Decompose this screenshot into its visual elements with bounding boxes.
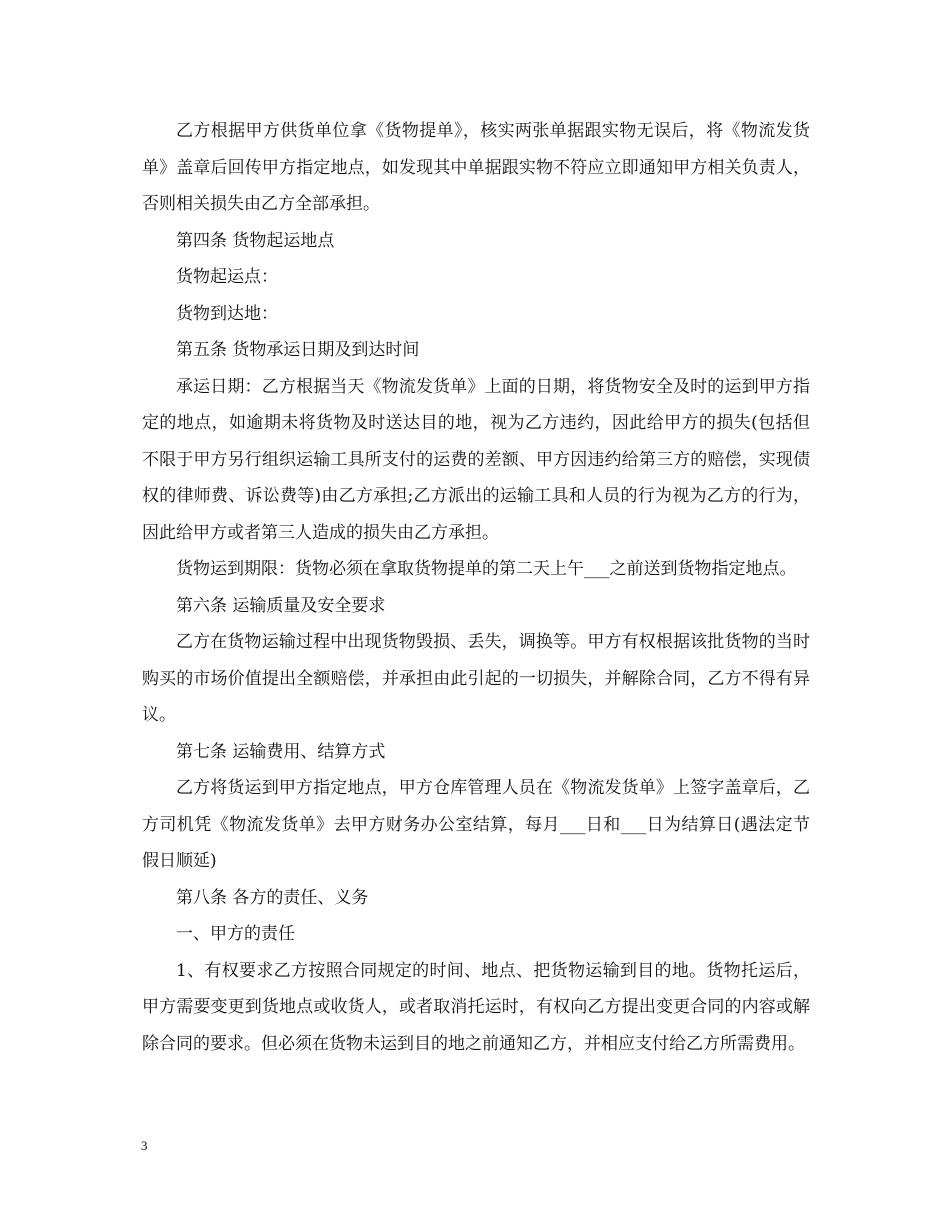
page-number: 3	[141, 1138, 148, 1153]
paragraph-settlement: 乙方将货运到甲方指定地点，甲方仓库管理人员在《物流发货单》上签字盖章后，乙方司机凭《物流发货单》去甲方财务办公室结算，每月___日和___日为结算日(遇法定节假日顺延)	[142, 778, 810, 871]
paragraph-delivery-verification: 乙方根据甲方供货单位拿《货物提单》，核实两张单据跟实物无误后，将《物流发货单》盖章后回传甲方指定地点，如发现其中单据跟实物不符应立即通知甲方相关负责人，否则相关损失由乙方全部承担。	[142, 121, 810, 214]
paragraph-destination: 货物到达地：	[176, 303, 278, 324]
paragraph-delivery-deadline: 货物运到期限：货物必须在拿取货物提单的第二天上午___之前送到货物指定地点。	[176, 559, 797, 579]
paragraph-quality-safety: 乙方在货物运输过程中出现货物毁损、丢失，调换等。甲方有权根据该批货物的当时购买的市场价值提出全额赔偿，并承担由此引起的一切损失，并解除合同，乙方不得有异议。	[142, 632, 810, 725]
heading-article-8: 第八条 各方的责任、义务	[176, 887, 369, 908]
paragraph-party-a-right-1: 1、有权要求乙方按照合同规定的时间、地点、把货物运输到目的地。货物托运后，甲方需要变更到货地点或收货人，或者取消托运时，有权向乙方提出变更合同的内容或解除合同的要求。但必须在货物未运到目的地之前通知乙方，并相应支付给乙方所需费用。	[142, 960, 810, 1054]
heading-article-6: 第六条 运输质量及安全要求	[176, 595, 386, 616]
heading-article-5: 第五条 货物承运日期及到达时间	[176, 340, 420, 360]
page-body	[142, 113, 810, 1062]
heading-article-7: 第七条 运输费用、结算方式	[176, 741, 386, 762]
heading-party-a-responsibilities: 一、甲方的责任	[176, 924, 295, 944]
paragraph-shipping-date: 承运日期：乙方根据当天《物流发货单》上面的日期，将货物安全及时的运到甲方指定的地点，如逾期未将货物及时送达目的地，视为乙方违约，因此给甲方的损失(包括但不限于甲方另行组织运输工具所支付的运费的差额、甲方因违约给第三方的赔偿，实现债权的律师费、诉讼费等)由乙方承担;乙方派出的运输工具和人员的行为视为乙方的行为，因此给甲方或者第三人造成的损失由乙方承担。	[142, 376, 810, 543]
heading-article-4: 第四条 货物起运地点	[176, 230, 335, 251]
paragraph-origin: 货物起运点：	[176, 267, 278, 287]
